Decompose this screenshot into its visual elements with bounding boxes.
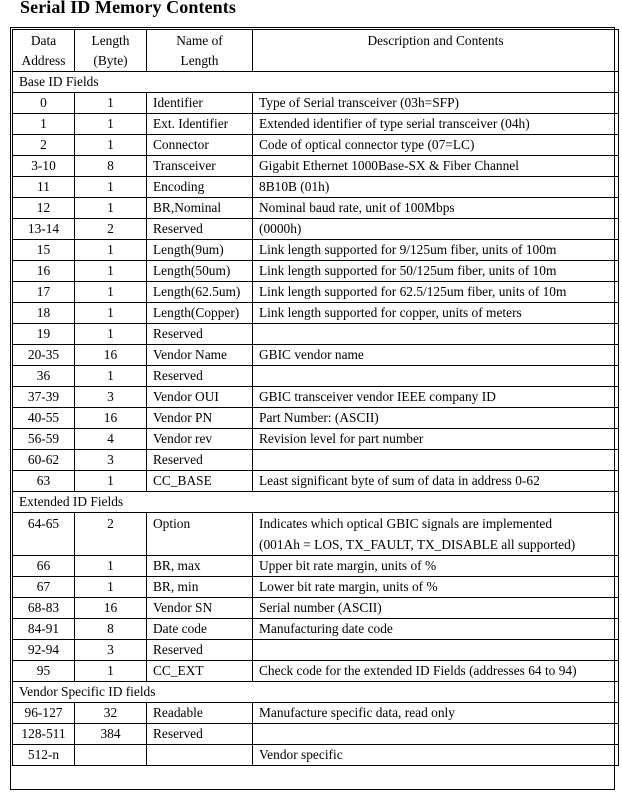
cell-name: Date code bbox=[147, 619, 253, 640]
cell-address: 2 bbox=[13, 135, 75, 156]
cell-name: Length(62.5um) bbox=[147, 282, 253, 303]
cell-name: Reserved bbox=[147, 450, 253, 471]
cell-description bbox=[253, 661, 618, 682]
cell-length: 8 bbox=[75, 619, 147, 640]
cell-description bbox=[253, 93, 618, 114]
cell-length: 16 bbox=[75, 408, 147, 429]
cell-length: 4 bbox=[75, 429, 147, 450]
table-header-row bbox=[13, 30, 618, 72]
cell-length: 2 bbox=[75, 219, 147, 240]
cell-name: Reserved bbox=[147, 366, 253, 387]
cell-description bbox=[253, 135, 618, 156]
cell-address: 64-65 bbox=[13, 513, 75, 556]
cell-length: 1 bbox=[75, 177, 147, 198]
section-label: Extended ID Fields bbox=[13, 492, 618, 513]
description-line: Serial number (ASCII) bbox=[259, 600, 382, 615]
cell-description bbox=[253, 219, 618, 240]
section-row bbox=[13, 682, 618, 703]
table-row bbox=[13, 724, 618, 745]
cell-name: Connector bbox=[147, 135, 253, 156]
cell-description bbox=[253, 577, 618, 598]
cell-description bbox=[253, 745, 618, 765]
cell-address: 0 bbox=[13, 93, 75, 114]
table-row bbox=[13, 408, 618, 429]
header-length-byte bbox=[75, 30, 147, 72]
cell-length: 1 bbox=[75, 240, 147, 261]
cell-description bbox=[253, 408, 618, 429]
cell-description bbox=[253, 198, 618, 219]
description-line: Link length supported for 62.5/125um fiber, units of 10m bbox=[259, 284, 567, 299]
cell-name: CC_EXT bbox=[147, 661, 253, 682]
description-line: (001Ah = LOS, TX_FAULT, TX_DISABLE all supported) bbox=[259, 537, 576, 552]
cell-description bbox=[253, 471, 618, 492]
cell-length: 1 bbox=[75, 135, 147, 156]
cell-description bbox=[253, 366, 618, 387]
cell-description bbox=[253, 282, 618, 303]
cell-description bbox=[253, 303, 618, 324]
cell-address: 512-n bbox=[13, 745, 75, 765]
cell-length: 8 bbox=[75, 156, 147, 177]
cell-address: 128-511 bbox=[13, 724, 75, 745]
table-row bbox=[13, 619, 618, 640]
cell-address: 17 bbox=[13, 282, 75, 303]
section-label: Base ID Fields bbox=[13, 72, 618, 93]
table-row bbox=[13, 345, 618, 366]
cell-name: Length(Copper) bbox=[147, 303, 253, 324]
cell-description bbox=[253, 240, 618, 261]
cell-address: 68-83 bbox=[13, 598, 75, 619]
cell-address: 20-35 bbox=[13, 345, 75, 366]
cell-description bbox=[253, 177, 618, 198]
header-description: Description and Contents bbox=[253, 30, 618, 72]
cell-name: Vendor SN bbox=[147, 598, 253, 619]
cell-length: 1 bbox=[75, 556, 147, 577]
description-line: Code of optical connector type (07=LC) bbox=[259, 137, 475, 152]
cell-address: 56-59 bbox=[13, 429, 75, 450]
cell-description bbox=[253, 513, 618, 556]
description-line: Indicates which optical GBIC signals are implemented bbox=[259, 516, 553, 531]
cell-description bbox=[253, 450, 618, 471]
cell-description bbox=[253, 556, 618, 577]
table-row bbox=[13, 577, 618, 598]
cell-address: 16 bbox=[13, 261, 75, 282]
table-row bbox=[13, 366, 618, 387]
cell-name: Reserved bbox=[147, 219, 253, 240]
cell-description bbox=[253, 345, 618, 366]
cell-length: 3 bbox=[75, 387, 147, 408]
description-line: Upper bit rate margin, units of % bbox=[259, 558, 437, 573]
cell-name: Reserved bbox=[147, 324, 253, 345]
header-address-line1: Data bbox=[30, 33, 57, 48]
description-line: GBIC vendor name bbox=[259, 347, 364, 362]
memory-table-container bbox=[12, 29, 619, 766]
header-length-line2: (Byte) bbox=[93, 53, 128, 68]
description-line: Link length supported for 9/125um fiber, units of 100m bbox=[259, 242, 557, 257]
cell-address: 18 bbox=[13, 303, 75, 324]
cell-description bbox=[253, 703, 618, 724]
cell-length: 1 bbox=[75, 471, 147, 492]
cell-description bbox=[253, 619, 618, 640]
section-row bbox=[13, 72, 618, 93]
table-row bbox=[13, 261, 618, 282]
table-row bbox=[13, 387, 618, 408]
table-row bbox=[13, 177, 618, 198]
cell-name: Ext. Identifier bbox=[147, 114, 253, 135]
cell-length: 3 bbox=[75, 640, 147, 661]
cell-name: Vendor OUI bbox=[147, 387, 253, 408]
cell-description bbox=[253, 598, 618, 619]
cell-length: 3 bbox=[75, 450, 147, 471]
cell-address: 3-10 bbox=[13, 156, 75, 177]
table-row bbox=[13, 471, 618, 492]
cell-address: 37-39 bbox=[13, 387, 75, 408]
cell-name: Identifier bbox=[147, 93, 253, 114]
cell-name: Vendor Name bbox=[147, 345, 253, 366]
description-line: (0000h) bbox=[259, 221, 302, 236]
cell-length: 1 bbox=[75, 324, 147, 345]
cell-name: Length(50um) bbox=[147, 261, 253, 282]
cell-name: Reserved bbox=[147, 640, 253, 661]
header-length-line1: Length bbox=[91, 33, 130, 48]
cell-name: Length(9um) bbox=[147, 240, 253, 261]
table-row bbox=[13, 640, 618, 661]
table-row bbox=[13, 282, 618, 303]
cell-name: Reserved bbox=[147, 724, 253, 745]
cell-length: 1 bbox=[75, 261, 147, 282]
cell-length: 1 bbox=[75, 366, 147, 387]
cell-length: 1 bbox=[75, 577, 147, 598]
description-line: Manufacture specific data, read only bbox=[259, 705, 455, 720]
memory-contents-table bbox=[12, 29, 619, 766]
cell-description bbox=[253, 261, 618, 282]
cell-description bbox=[253, 156, 618, 177]
cell-description bbox=[253, 429, 618, 450]
description-line: Type of Serial transceiver (03h=SFP) bbox=[259, 95, 459, 110]
description-line: Revision level for part number bbox=[259, 431, 424, 446]
description-line: Lower bit rate margin, units of % bbox=[259, 579, 438, 594]
table-row bbox=[13, 156, 618, 177]
description-line: Extended identifier of type serial transceiver (04h) bbox=[259, 116, 530, 131]
table-row bbox=[13, 745, 618, 765]
section-row bbox=[13, 492, 618, 513]
table-row bbox=[13, 513, 618, 556]
description-line: Least significant byte of sum of data in address 0-62 bbox=[259, 473, 540, 488]
table-row bbox=[13, 703, 618, 724]
cell-address: 66 bbox=[13, 556, 75, 577]
cell-length: 2 bbox=[75, 513, 147, 556]
cell-name: BR, min bbox=[147, 577, 253, 598]
description-line: Part Number: (ASCII) bbox=[259, 410, 379, 425]
table-row bbox=[13, 219, 618, 240]
cell-name: Encoding bbox=[147, 177, 253, 198]
cell-name: Vendor rev bbox=[147, 429, 253, 450]
cell-length bbox=[75, 745, 147, 765]
header-name-line2: Length bbox=[180, 53, 219, 68]
cell-address: 12 bbox=[13, 198, 75, 219]
description-line: 8B10B (01h) bbox=[259, 179, 330, 194]
description-line: Check code for the extended ID Fields (addresses 64 to 94) bbox=[259, 663, 577, 678]
section-label: Vendor Specific ID fields bbox=[13, 682, 618, 703]
cell-address: 1 bbox=[13, 114, 75, 135]
cell-name: Vendor PN bbox=[147, 408, 253, 429]
table-row bbox=[13, 93, 618, 114]
cell-address: 67 bbox=[13, 577, 75, 598]
header-data-address bbox=[13, 30, 75, 72]
table-row bbox=[13, 598, 618, 619]
description-line: Manufacturing date code bbox=[259, 621, 393, 636]
cell-address: 40-55 bbox=[13, 408, 75, 429]
cell-description bbox=[253, 114, 618, 135]
table-row bbox=[13, 556, 618, 577]
page-title: Serial ID Memory Contents bbox=[20, 0, 236, 17]
cell-description bbox=[253, 724, 618, 745]
cell-length: 16 bbox=[75, 598, 147, 619]
cell-length: 16 bbox=[75, 345, 147, 366]
cell-name bbox=[147, 745, 253, 765]
table-row bbox=[13, 661, 618, 682]
cell-description bbox=[253, 387, 618, 408]
table-row bbox=[13, 240, 618, 261]
cell-address: 19 bbox=[13, 324, 75, 345]
table-row bbox=[13, 114, 618, 135]
cell-name: BR,Nominal bbox=[147, 198, 253, 219]
description-line: Nominal baud rate, unit of 100Mbps bbox=[259, 200, 455, 215]
cell-address: 36 bbox=[13, 366, 75, 387]
cell-description bbox=[253, 324, 618, 345]
cell-length: 1 bbox=[75, 93, 147, 114]
cell-address: 13-14 bbox=[13, 219, 75, 240]
header-name-of-length bbox=[147, 30, 253, 72]
table-row bbox=[13, 429, 618, 450]
description-line: Link length supported for 50/125um fiber, units of 10m bbox=[259, 263, 557, 278]
cell-length: 1 bbox=[75, 303, 147, 324]
header-address-line2: Address bbox=[21, 53, 66, 68]
table-row bbox=[13, 303, 618, 324]
cell-address: 15 bbox=[13, 240, 75, 261]
cell-name: BR, max bbox=[147, 556, 253, 577]
table-row bbox=[13, 324, 618, 345]
cell-description bbox=[253, 640, 618, 661]
cell-length: 1 bbox=[75, 661, 147, 682]
description-line: Gigabit Ethernet 1000Base-SX & Fiber Channel bbox=[259, 158, 519, 173]
description-line: Link length supported for copper, units of meters bbox=[259, 305, 522, 320]
cell-name: Option bbox=[147, 513, 253, 556]
cell-length: 1 bbox=[75, 282, 147, 303]
cell-address: 63 bbox=[13, 471, 75, 492]
cell-name: CC_BASE bbox=[147, 471, 253, 492]
cell-name: Readable bbox=[147, 703, 253, 724]
cell-address: 96-127 bbox=[13, 703, 75, 724]
description-line: Vendor specific bbox=[259, 747, 343, 762]
header-name-line1: Name of bbox=[176, 33, 223, 48]
cell-address: 92-94 bbox=[13, 640, 75, 661]
cell-length: 1 bbox=[75, 198, 147, 219]
cell-length: 384 bbox=[75, 724, 147, 745]
cell-address: 95 bbox=[13, 661, 75, 682]
cell-name: Transceiver bbox=[147, 156, 253, 177]
cell-length: 1 bbox=[75, 114, 147, 135]
cell-address: 84-91 bbox=[13, 619, 75, 640]
table-row bbox=[13, 450, 618, 471]
cell-address: 11 bbox=[13, 177, 75, 198]
description-line: GBIC transceiver vendor IEEE company ID bbox=[259, 389, 496, 404]
table-row bbox=[13, 198, 618, 219]
cell-address: 60-62 bbox=[13, 450, 75, 471]
table-row bbox=[13, 135, 618, 156]
cell-length: 32 bbox=[75, 703, 147, 724]
